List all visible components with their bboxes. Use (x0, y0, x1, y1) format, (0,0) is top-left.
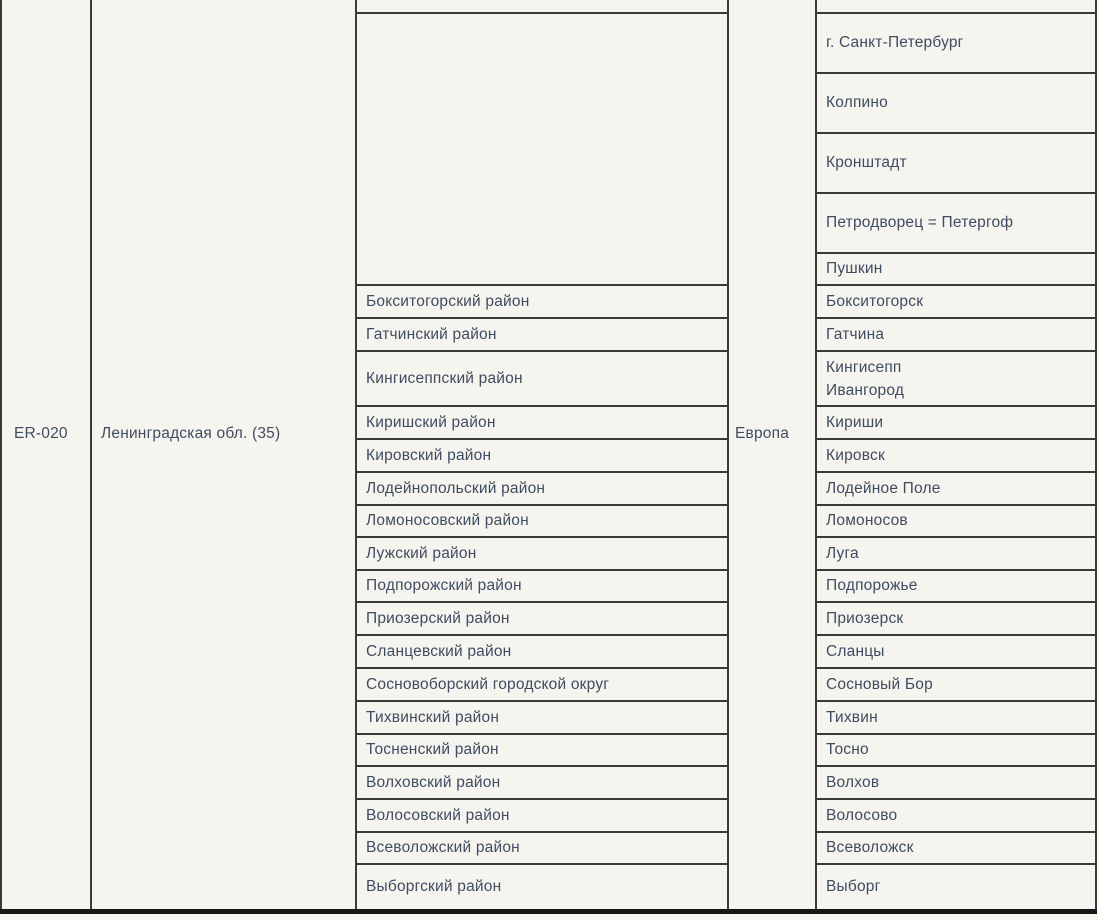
district-cell: Подпорожский район (356, 570, 728, 602)
city-cell: Луга (816, 537, 1096, 570)
city-cell: Волосово (816, 799, 1096, 832)
district-cell: Волосовский район (356, 799, 728, 832)
district-cell: Сланцевский район (356, 635, 728, 668)
city-cell: Сланцы (816, 635, 1096, 668)
district-cell: Волховский район (356, 766, 728, 799)
region-name-cell: Ленинградская обл. (35) (91, 0, 356, 911)
continent-cell: Европа (728, 0, 816, 911)
city-cell: Колпино (816, 73, 1096, 133)
city-line: Кингисепп (826, 358, 902, 376)
district-cell: Киришский район (356, 406, 728, 439)
city-cell: Гатчина (816, 318, 1096, 351)
district-cell: Всеволожский район (356, 832, 728, 864)
city-cell: Лодейное Поле (816, 472, 1096, 505)
district-cell: Ломоносовский район (356, 505, 728, 537)
city-cell: Кириши (816, 406, 1096, 439)
district-cell: Лодейнопольский район (356, 472, 728, 505)
city-cell: Приозерск (816, 602, 1096, 635)
district-cell: Выборгский район (356, 864, 728, 911)
city-cell: Всеволожск (816, 832, 1096, 864)
city-cell: Выборг (816, 864, 1096, 911)
district-cell: Тихвинский район (356, 701, 728, 734)
table-row (1, 0, 1096, 13)
district-cell: Лужский район (356, 537, 728, 570)
district-cell-empty (356, 13, 728, 285)
district-cell: Бокситогорский район (356, 285, 728, 318)
city-cell: Петродворец = Петергоф (816, 193, 1096, 253)
city-cell (816, 351, 1096, 406)
city-cell: Тихвин (816, 701, 1096, 734)
city-cell: Пушкин (816, 253, 1096, 285)
city-cell: Бокситогорск (816, 285, 1096, 318)
city-cell: Волхов (816, 766, 1096, 799)
city-cell: Подпорожье (816, 570, 1096, 602)
district-cell: Тосненский район (356, 734, 728, 766)
city-cell: г. Санкт-Петербург (816, 13, 1096, 73)
city-cell: Кировск (816, 439, 1096, 472)
district-cell: Кингисеппский район (356, 351, 728, 406)
city-line: Ивангород (826, 381, 905, 399)
district-cell: Кировский район (356, 439, 728, 472)
region-code-cell: ER-020 (1, 0, 91, 911)
city-cell: Ломоносов (816, 505, 1096, 537)
city-cell: Сосновый Бор (816, 668, 1096, 701)
district-cell: Сосновоборский городской округ (356, 668, 728, 701)
district-cell: Гатчинский район (356, 318, 728, 351)
district-cell-partial (356, 0, 728, 13)
district-cell: Приозерский район (356, 602, 728, 635)
city-cell: Тосно (816, 734, 1096, 766)
city-cell: Кронштадт (816, 133, 1096, 193)
city-cell-partial (816, 0, 1096, 13)
